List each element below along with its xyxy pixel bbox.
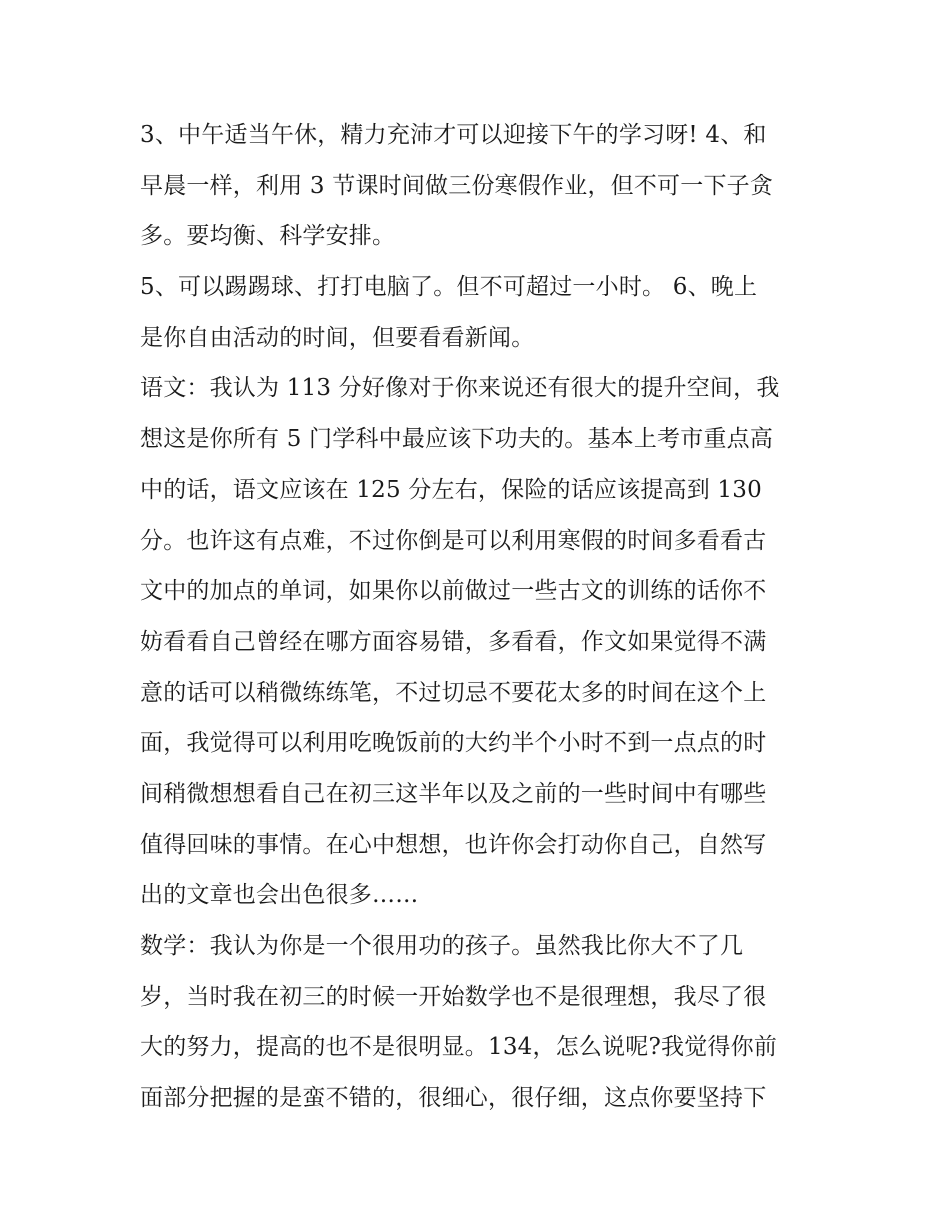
text-line: 5、可以踢踢球、打打电脑了。但不可超过一小时。 6、晚上 — [140, 274, 758, 301]
text-line: 值得回味的事情。在心中想想，也许你会打动你自己，自然写 — [140, 831, 767, 858]
body-text — [140, 110, 820, 1124]
text-line: 意的话可以稍微练练笔，不过切忌不要花太多的时间在这个上 — [140, 679, 767, 706]
text-line: 面，我觉得可以利用吃晚饭前的大约半个小时不到一点点的时 — [140, 730, 767, 757]
text-line: 是你自由活动的时间，但要看看新闻。 — [140, 324, 535, 351]
text-line: 多。要均衡、科学安排。 — [140, 223, 396, 250]
text-line: 分。也许这有点难，不过你倒是可以利用寒假的时间多看看古 — [140, 527, 767, 554]
text-line: 3、中午适当午休，精力充沛才可以迎接下午的学习呀! 4、和 — [140, 122, 767, 148]
text-line: 语文：我认为 113 分好像对于你来说还有很大的提升空间，我 — [140, 375, 780, 402]
text-line: 数学：我认为你是一个很用功的孩子。虽然我比你大不了几 — [140, 933, 744, 959]
text-line: 大的努力，提高的也不是很明显。134，怎么说呢?我觉得你前 — [140, 1034, 778, 1061]
text-line: 妨看看自己曾经在哪方面容易错，多看看，作文如果觉得不满 — [140, 628, 767, 655]
text-line: 面部分把握的是蛮不错的，很细心，很仔细，这点你要坚持下 — [140, 1085, 767, 1112]
text-line: 文中的加点的单词，如果你以前做过一些古文的训练的话你不 — [140, 578, 767, 605]
text-line: 想这是你所有 5 门学科中最应该下功夫的。基本上考市重点高 — [140, 426, 774, 453]
text-line: 早晨一样，利用 3 节课时间做三份寒假作业，但不可一下子贪 — [140, 172, 774, 199]
text-line: 岁，当时我在初三的时候一开始数学也不是很理想，我尽了很 — [140, 983, 767, 1010]
text-line: 中的话，语文应该在 125 分左右，保险的话应该提高到 130 — [140, 476, 762, 503]
text-line: 出的文章也会出色很多…… — [140, 882, 419, 909]
text-line: 间稍微想想看自己在初三这半年以及之前的一些时间中有哪些 — [140, 780, 767, 807]
